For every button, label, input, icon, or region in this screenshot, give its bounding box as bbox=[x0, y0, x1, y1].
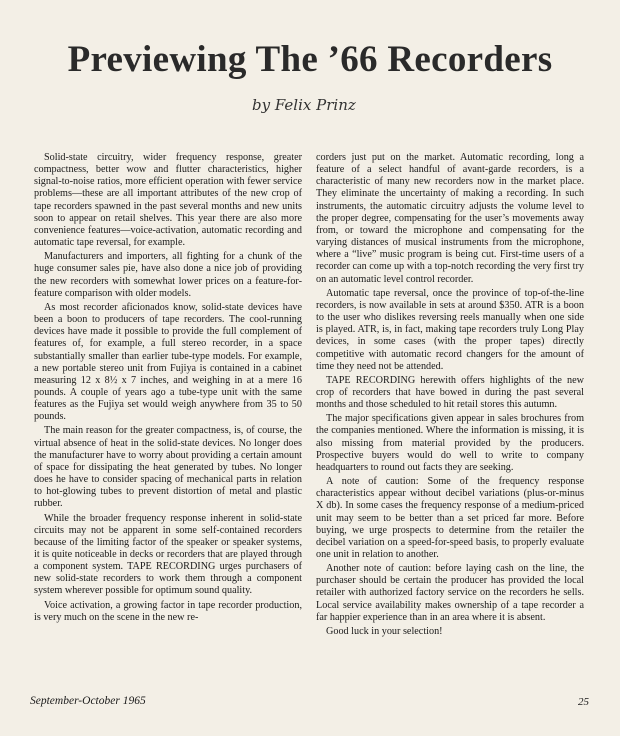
paragraph: Good luck in your selection! bbox=[326, 625, 443, 637]
article-byline: by Felix Prinz bbox=[252, 96, 356, 114]
paragraph: Voice activation, a growing factor in tape recorder production, is very much on the scene in the new re- bbox=[34, 599, 302, 623]
issue-date: September-October 1965 bbox=[30, 695, 146, 707]
paragraph: A note of caution: Some of the frequency response characteristics appear without decibel variations (plus-or-minus X db). In some cases the frequency response of a medium-priced unit may seem to be better than a set priced far more. Before buying, we urge prospects to determine from the retailer the decibel variation on a speed-for-speed basis, to properly evaluate one unit in relation to another. bbox=[316, 476, 584, 560]
paragraph: Another note of caution: before laying cash on the line, the purchaser should be certain the producer has provided the local retailer with authorized factory service on the recorders he sells. Local service availability makes ownership of a tape recorder a far happier experience than in an area where it is absent. bbox=[316, 563, 584, 623]
article-title: Previewing The ’66 Recorders bbox=[67, 39, 553, 80]
paragraph: Automatic tape reversal, once the province of top-of-the-line recorders, is now available in sets at around $350. ATR is a boon to the user who dislikes reversing reels manually when one side is played. ATR, is, in fact, making tape recorders truly Long Play devices, in some cases (with the proper tapes) directly competitive with automatic record changers for the amount of time they need not be attended. bbox=[316, 287, 584, 372]
paragraph: Manufacturers and importers, all fighting for a chunk of the huge consumer sales pie, have also done a nice job of providing the new recorders with somewhat lower prices on a feature-for-feature comparison with older models. bbox=[34, 251, 302, 299]
right-column bbox=[316, 152, 584, 640]
paragraph-continuation: corders just put on the market. Automatic recording, long a feature of a select handful of avant-garde recorders, is a characteristic of many new recorders now in the market place. They eliminate the uncertainty of making a recording. In such instruments, the automatic circuitry adjusts the volume level to the proper degree, compensating for the user’s movements away from, or toward the microphone and compensating for the varying distances of musical instruments from the microphone, where a “live” music program is being cut. First-time users of a recorder can come up with a top-notch recording the very first try on an automatic level control recorder. bbox=[316, 152, 584, 285]
page-number: 25 bbox=[578, 696, 589, 708]
paragraph: Solid-state circuitry, wider frequency response, greater compactness, better wow and flutter characteristics, higher signal-to-noise ratios, more efficient operation with fewer service problems—these are all important attributes of the new crop of tape recorders spawned in the past several months and new units soon to appear on retail shelves. This year there are also more convenience features—voice-activation, automatic recording and automatic tape reversal, for example. bbox=[34, 152, 302, 249]
paragraph: While the broader frequency response inherent in solid-state circuits may not be apparent in some self-contained recorders because of the limiting factor of the speaker or speaker systems, it is quite noticeable in decks or recorders that are played through a component system. TAPE RECORDING urges purchasers of new solid-state recorders to work them through a component system wherever possible for optimum sound quality. bbox=[34, 512, 302, 597]
paragraph: The main reason for the greater compactness, is, of course, the virtual absence of heat in the solid-state devices. No longer does the manufacturer have to worry about providing a certain amount of space for dissipating the heat generated by tubes. No longer does he have to consider spacing of mechanical parts in relation to hot-glowing tubes to prevent distortion of metal and plastic rubber. bbox=[34, 425, 302, 510]
left-column bbox=[34, 152, 302, 626]
paragraph: As most recorder aficionados know, solid-state devices have been a boon to producers of tape recorders. The cool-running devices have made it possible to provide the full complement of features of, for example, a full stereo recorder, in a space substantially smaller than earlier tube-type models. For example, a new portable stereo unit from Fujiya is contained in a cabinet measuring 12 x 8½ x 7 inches, and weighing in at a mere 16 pounds. A couple of years ago a tube-type unit with the same features as the Fujiya set would weigh anywhere from 35 to 50 pounds. bbox=[34, 301, 302, 423]
paragraph: The major specifications given appear in sales brochures from the companies mentioned. Where the information is missing, it is also missing from material provided by the producers. Prospective buyers would do well to write to company headquarters to round out facts they are seeking. bbox=[316, 413, 584, 473]
paragraph: TAPE RECORDING herewith offers highlights of the new crop of recorders that have bowed in during the past several months and those scheduled to hit retail stores this autumn. bbox=[316, 374, 584, 411]
